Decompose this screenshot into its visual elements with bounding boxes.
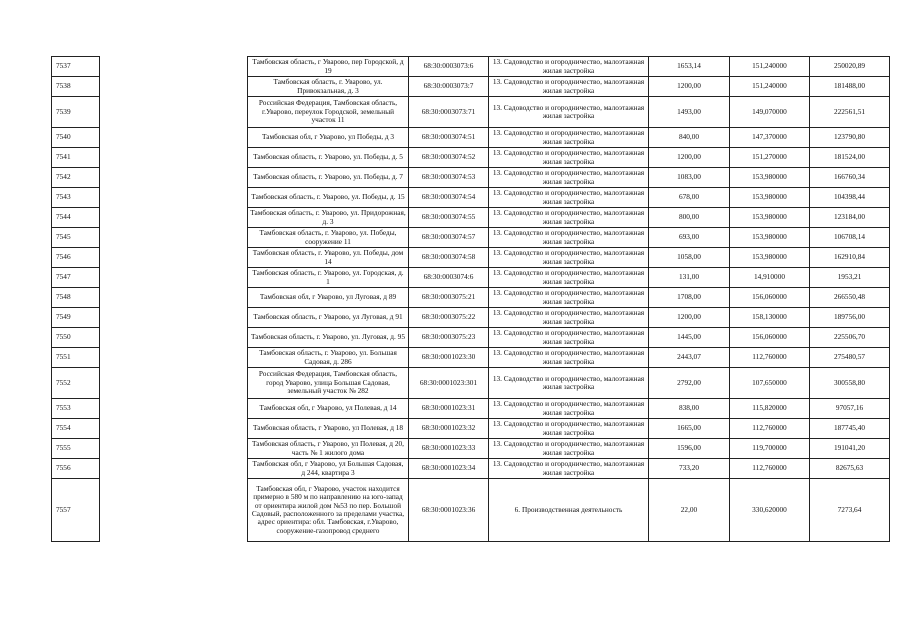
table-row [52, 348, 890, 368]
empty-cell [100, 128, 248, 148]
row-number: 7537 [52, 57, 100, 77]
cell-cadastral: 68:30:0003073:7 [409, 77, 489, 97]
cell-cadastral: 68:30:0003074:57 [409, 228, 489, 248]
empty-cell [100, 97, 248, 128]
row-number: 7555 [52, 439, 100, 459]
cell-area: 1200,00 [649, 148, 730, 168]
cell-address: Тамбовская область, г. Уварово, ул. Победы, дом 14 [248, 248, 409, 268]
cell-address: Тамбовская область, г. Уварово, ул. Луговая, д. 95 [248, 328, 409, 348]
cell-cadastral: 68:30:0003074:58 [409, 248, 489, 268]
cell-rate: 112,760000 [730, 419, 810, 439]
cell-rate: 153,980000 [730, 168, 810, 188]
cell-address: Тамбовская область, г. Уварово, ул. Придорожная, д. 3 [248, 208, 409, 228]
table-row [52, 148, 890, 168]
cell-rate: 151,270000 [730, 148, 810, 168]
cell-use: 13. Садоводство и огородничество, малоэтажная жилая застройка [489, 328, 649, 348]
cell-cadastral: 68:30:0003074:55 [409, 208, 489, 228]
cell-value: 191041,20 [810, 439, 890, 459]
empty-cell [100, 459, 248, 479]
cell-rate: 112,760000 [730, 348, 810, 368]
cell-area: 131,00 [649, 268, 730, 288]
cell-area: 1596,00 [649, 439, 730, 459]
table-row [52, 248, 890, 268]
cell-use: 13. Садоводство и огородничество, малоэтажная жилая застройка [489, 228, 649, 248]
cell-area: 1493,00 [649, 97, 730, 128]
cell-use: 13. Садоводство и огородничество, малоэтажная жилая застройка [489, 268, 649, 288]
cell-value: 1953,21 [810, 268, 890, 288]
cell-rate: 156,060000 [730, 288, 810, 308]
empty-cell [100, 368, 248, 399]
row-number: 7557 [52, 479, 100, 542]
cell-area: 2792,00 [649, 368, 730, 399]
row-number: 7539 [52, 97, 100, 128]
cell-cadastral: 68:30:0001023:36 [409, 479, 489, 542]
table-row [52, 128, 890, 148]
cell-value: 187745,40 [810, 419, 890, 439]
cell-cadastral: 68:30:0003074:6 [409, 268, 489, 288]
cell-value: 123790,80 [810, 128, 890, 148]
cell-area: 1445,00 [649, 328, 730, 348]
table-row [52, 228, 890, 248]
cell-area: 838,00 [649, 399, 730, 419]
empty-cell [100, 248, 248, 268]
cell-cadastral: 68:30:0003074:52 [409, 148, 489, 168]
cell-rate: 153,980000 [730, 188, 810, 208]
cell-rate: 119,700000 [730, 439, 810, 459]
empty-cell [100, 419, 248, 439]
cell-cadastral: 68:30:0003073:71 [409, 97, 489, 128]
row-number: 7545 [52, 228, 100, 248]
cell-value: 181488,00 [810, 77, 890, 97]
empty-cell [100, 288, 248, 308]
cell-area: 1708,00 [649, 288, 730, 308]
table-row [52, 288, 890, 308]
cell-use: 13. Садоводство и огородничество, малоэтажная жилая застройка [489, 288, 649, 308]
table-row [52, 328, 890, 348]
cell-use: 13. Садоводство и огородничество, малоэтажная жилая застройка [489, 77, 649, 97]
cell-address: Тамбовская область, г. Уварово, ул. Победы, д. 7 [248, 168, 409, 188]
cell-area: 1058,00 [649, 248, 730, 268]
row-number: 7556 [52, 459, 100, 479]
cell-cadastral: 68:30:0001023:34 [409, 459, 489, 479]
table-row [52, 97, 890, 128]
cell-value: 106708,14 [810, 228, 890, 248]
cell-value: 275480,57 [810, 348, 890, 368]
empty-cell [100, 348, 248, 368]
cell-area: 693,00 [649, 228, 730, 248]
cell-area: 1665,00 [649, 419, 730, 439]
cell-use: 6. Производственная деятельность [489, 479, 649, 542]
cell-address: Тамбовская обл, г Уварово, ул Победы, д 3 [248, 128, 409, 148]
cell-cadastral: 68:30:0003074:54 [409, 188, 489, 208]
cell-value: 222561,51 [810, 97, 890, 128]
empty-cell [100, 168, 248, 188]
empty-cell [100, 479, 248, 542]
cell-rate: 151,240000 [730, 77, 810, 97]
cell-use: 13. Садоводство и огородничество, малоэтажная жилая застройка [489, 128, 649, 148]
empty-cell [100, 208, 248, 228]
cell-address: Тамбовская область, г Уварово, ул Луговая, д 91 [248, 308, 409, 328]
cell-value: 104398,44 [810, 188, 890, 208]
cell-rate: 112,760000 [730, 459, 810, 479]
cell-use: 13. Садоводство и огородничество, малоэтажная жилая застройка [489, 148, 649, 168]
row-number: 7554 [52, 419, 100, 439]
cell-cadastral: 68:30:0001023:301 [409, 368, 489, 399]
table-row [52, 77, 890, 97]
cell-rate: 107,650000 [730, 368, 810, 399]
cell-address: Тамбовская обл, г Уварово, ул Большая Садовая, д 244, квартира 3 [248, 459, 409, 479]
cell-use: 13. Садоводство и огородничество, малоэтажная жилая застройка [489, 459, 649, 479]
cell-value: 266550,48 [810, 288, 890, 308]
row-number: 7542 [52, 168, 100, 188]
cell-address: Тамбовская область, г Уварово, ул Полевая, д 20, часть № 1 жилого дома [248, 439, 409, 459]
row-number: 7548 [52, 288, 100, 308]
cell-rate: 330,620000 [730, 479, 810, 542]
cell-cadastral: 68:30:0003074:51 [409, 128, 489, 148]
cell-address: Тамбовская область, г. Уварово, ул. Победы, сооружение 11 [248, 228, 409, 248]
cell-cadastral: 68:30:0001023:32 [409, 419, 489, 439]
cell-rate: 153,980000 [730, 208, 810, 228]
cell-cadastral: 68:30:0003073:6 [409, 57, 489, 77]
cell-area: 2443,07 [649, 348, 730, 368]
cell-use: 13. Садоводство и огородничество, малоэтажная жилая застройка [489, 308, 649, 328]
empty-cell [100, 268, 248, 288]
cell-area: 800,00 [649, 208, 730, 228]
row-number: 7549 [52, 308, 100, 328]
cell-address: Тамбовская область, г. Уварово, ул. Привокзальная, д. 3 [248, 77, 409, 97]
empty-cell [100, 228, 248, 248]
row-number: 7551 [52, 348, 100, 368]
cell-area: 1083,00 [649, 168, 730, 188]
empty-cell [100, 328, 248, 348]
row-number: 7553 [52, 399, 100, 419]
cell-area: 678,00 [649, 188, 730, 208]
table-row [52, 57, 890, 77]
cell-use: 13. Садоводство и огородничество, малоэтажная жилая застройка [489, 208, 649, 228]
row-number: 7544 [52, 208, 100, 228]
cell-area: 1200,00 [649, 308, 730, 328]
cell-rate: 153,980000 [730, 228, 810, 248]
cell-use: 13. Садоводство и огородничество, малоэтажная жилая застройка [489, 97, 649, 128]
cell-use: 13. Садоводство и огородничество, малоэтажная жилая застройка [489, 248, 649, 268]
table-row [52, 268, 890, 288]
cell-use: 13. Садоводство и огородничество, малоэтажная жилая застройка [489, 188, 649, 208]
table-row [52, 439, 890, 459]
cell-address: Российская Федерация, Тамбовская область, город Уварово, улица Большая Садовая, земельный участок № 282 [248, 368, 409, 399]
cell-address: Тамбовская область, г. Уварово, ул. Победы, д. 15 [248, 188, 409, 208]
cell-address: Тамбовская область, г. Уварово, ул. Городская, д. 1 [248, 268, 409, 288]
table-row [52, 459, 890, 479]
cell-address: Тамбовская область, г. Уварово, ул. Большая Садовая, д. 286 [248, 348, 409, 368]
cell-rate: 151,240000 [730, 57, 810, 77]
row-number: 7550 [52, 328, 100, 348]
cell-cadastral: 68:30:0001023:31 [409, 399, 489, 419]
cell-rate: 115,820000 [730, 399, 810, 419]
cell-cadastral: 68:30:0001023:30 [409, 348, 489, 368]
cell-value: 181524,00 [810, 148, 890, 168]
cell-cadastral: 68:30:0003075:23 [409, 328, 489, 348]
empty-cell [100, 77, 248, 97]
cell-cadastral: 68:30:0003075:22 [409, 308, 489, 328]
cell-use: 13. Садоводство и огородничество, малоэтажная жилая застройка [489, 348, 649, 368]
table-row [52, 308, 890, 328]
cell-cadastral: 68:30:0003075:21 [409, 288, 489, 308]
cell-value: 225506,70 [810, 328, 890, 348]
empty-cell [100, 399, 248, 419]
cell-address: Тамбовская область, г Уварово, ул Полевая, д 18 [248, 419, 409, 439]
cell-address: Тамбовская обл, г Уварово, ул Полевая, д 14 [248, 399, 409, 419]
cell-rate: 153,980000 [730, 248, 810, 268]
table-body [52, 57, 890, 542]
cell-address: Тамбовская область, г Уварово, пер Городской, д 19 [248, 57, 409, 77]
cell-use: 13. Садоводство и огородничество, малоэтажная жилая застройка [489, 419, 649, 439]
cell-rate: 158,130000 [730, 308, 810, 328]
cell-value: 162910,84 [810, 248, 890, 268]
row-number: 7552 [52, 368, 100, 399]
cell-rate: 156,060000 [730, 328, 810, 348]
cell-address: Тамбовская обл, г Уварово, участок находится примерно в 580 м по направлению на юго-запад от ориентира жилой дом №53 по пер. Большой Садовый, расположенного за пределами участка, адрес ориентира: обл. Тамбовская, г.Уварово, сооружение-газопровод среднего [248, 479, 409, 542]
table-row [52, 368, 890, 399]
cell-value: 189756,00 [810, 308, 890, 328]
cell-area: 1653,14 [649, 57, 730, 77]
cell-address: Российская Федерация, Тамбовская область, г.Уварово, переулок Городской, земельный участок 11 [248, 97, 409, 128]
cell-value: 97057,16 [810, 399, 890, 419]
row-number: 7541 [52, 148, 100, 168]
empty-cell [100, 148, 248, 168]
cell-use: 13. Садоводство и огородничество, малоэтажная жилая застройка [489, 399, 649, 419]
cell-address: Тамбовская область, г. Уварово, ул. Победы, д. 5 [248, 148, 409, 168]
table-row [52, 419, 890, 439]
row-number: 7547 [52, 268, 100, 288]
empty-cell [100, 308, 248, 328]
row-number: 7540 [52, 128, 100, 148]
cell-value: 82675,63 [810, 459, 890, 479]
cell-value: 300558,80 [810, 368, 890, 399]
cell-cadastral: 68:30:0001023:33 [409, 439, 489, 459]
cell-use: 13. Садоводство и огородничество, малоэтажная жилая застройка [489, 439, 649, 459]
cell-cadastral: 68:30:0003074:53 [409, 168, 489, 188]
empty-cell [100, 188, 248, 208]
table-row [52, 188, 890, 208]
row-number: 7546 [52, 248, 100, 268]
cell-value: 166760,34 [810, 168, 890, 188]
cell-value: 7273,64 [810, 479, 890, 542]
cell-rate: 14,910000 [730, 268, 810, 288]
cell-area: 22,00 [649, 479, 730, 542]
cell-rate: 149,070000 [730, 97, 810, 128]
cell-value: 123184,00 [810, 208, 890, 228]
table-row [52, 479, 890, 542]
empty-cell [100, 439, 248, 459]
cadastral-value-table [51, 56, 890, 542]
cell-use: 13. Садоводство и огородничество, малоэтажная жилая застройка [489, 57, 649, 77]
cell-value: 250020,89 [810, 57, 890, 77]
cell-use: 13. Садоводство и огородничество, малоэтажная жилая застройка [489, 368, 649, 399]
row-number: 7538 [52, 77, 100, 97]
empty-cell [100, 57, 248, 77]
table-row [52, 208, 890, 228]
row-number: 7543 [52, 188, 100, 208]
table-row [52, 399, 890, 419]
cell-area: 1200,00 [649, 77, 730, 97]
cell-area: 733,20 [649, 459, 730, 479]
cell-use: 13. Садоводство и огородничество, малоэтажная жилая застройка [489, 168, 649, 188]
cell-area: 840,00 [649, 128, 730, 148]
cell-address: Тамбовская обл, г Уварово, ул Луговая, д 89 [248, 288, 409, 308]
table-row [52, 168, 890, 188]
cell-rate: 147,370000 [730, 128, 810, 148]
